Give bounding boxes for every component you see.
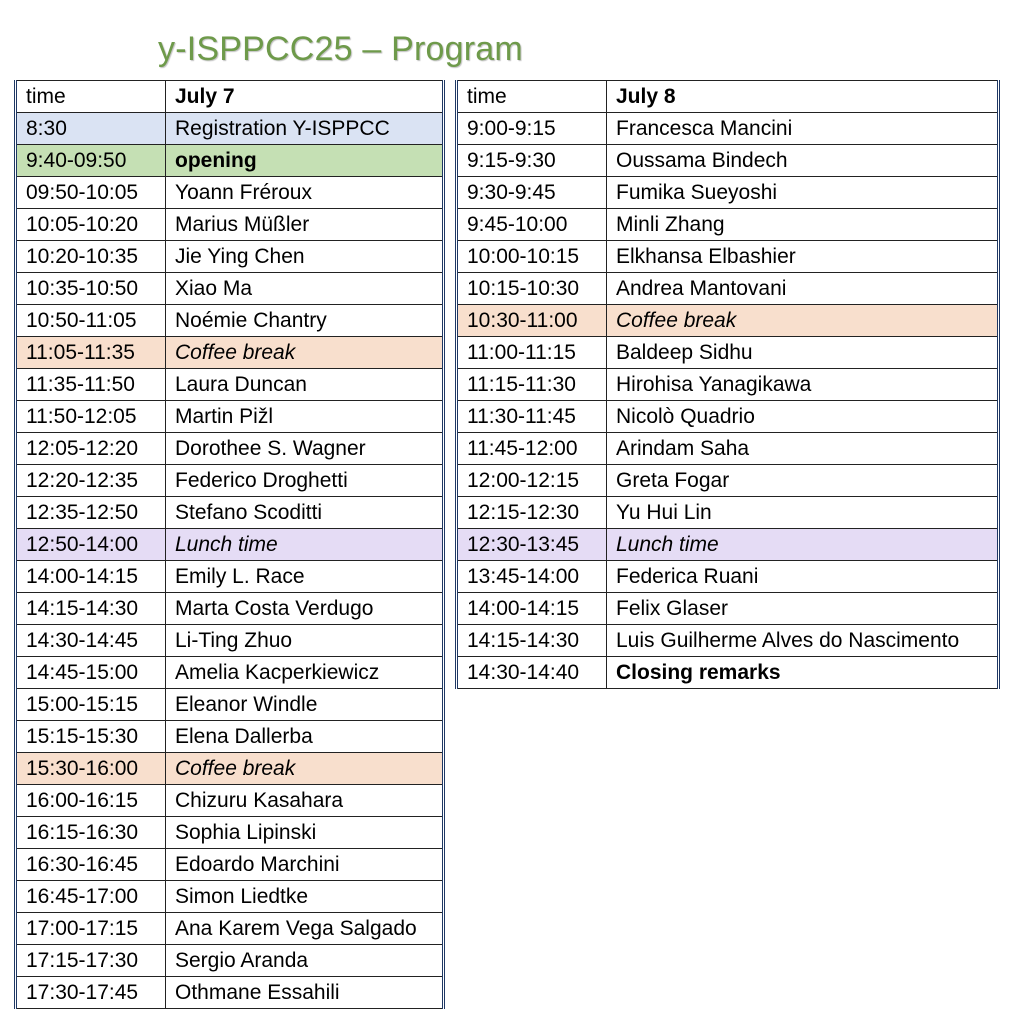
- schedule-row: [16, 913, 444, 945]
- time-slot: 10:20-10:35: [16, 241, 166, 273]
- schedule-table-july-8: [455, 80, 1000, 689]
- time-slot: 15:00-15:15: [16, 689, 166, 721]
- speaker-name: Emily L. Race: [166, 561, 444, 593]
- time-slot: 15:15-15:30: [16, 721, 166, 753]
- schedule-row: [457, 369, 999, 401]
- speaker-name: Edoardo Marchini: [166, 849, 444, 881]
- time-slot: 14:00-14:15: [16, 561, 166, 593]
- time-slot: 14:45-15:00: [16, 657, 166, 689]
- time-slot: 8:30: [16, 113, 166, 145]
- speaker-name: Sergio Aranda: [166, 945, 444, 977]
- schedule-row: [457, 561, 999, 593]
- event-label: Registration Y-ISPPCC: [166, 113, 444, 145]
- time-slot: 9:30-9:45: [457, 177, 607, 209]
- time-slot: 11:30-11:45: [457, 401, 607, 433]
- schedule-row: [16, 753, 444, 785]
- time-slot: 17:00-17:15: [16, 913, 166, 945]
- speaker-name: Yoann Fréroux: [166, 177, 444, 209]
- speaker-name: Jie Ying Chen: [166, 241, 444, 273]
- speaker-name: Simon Liedtke: [166, 881, 444, 913]
- page-title: y-ISPPCC25 – Program: [158, 30, 523, 68]
- event-label: Lunch time: [607, 529, 999, 561]
- speaker-name: Baldeep Sidhu: [607, 337, 999, 369]
- time-slot: 12:15-12:30: [457, 497, 607, 529]
- time-slot: 12:30-13:45: [457, 529, 607, 561]
- time-slot: 14:00-14:15: [457, 593, 607, 625]
- schedule-row: [457, 337, 999, 369]
- schedule-row: [457, 113, 999, 145]
- time-slot: 14:30-14:45: [16, 625, 166, 657]
- speaker-name: Arindam Saha: [607, 433, 999, 465]
- schedule-row: [457, 273, 999, 305]
- time-slot: 12:00-12:15: [457, 465, 607, 497]
- time-slot: 11:45-12:00: [457, 433, 607, 465]
- time-slot: 13:45-14:00: [457, 561, 607, 593]
- time-slot: 16:30-16:45: [16, 849, 166, 881]
- speaker-name: Stefano Scoditti: [166, 497, 444, 529]
- speaker-name: Felix Glaser: [607, 593, 999, 625]
- speaker-name: Hirohisa Yanagikawa: [607, 369, 999, 401]
- schedule-row: [16, 849, 444, 881]
- schedule-row: [457, 433, 999, 465]
- schedule-row: [457, 401, 999, 433]
- time-slot: 11:50-12:05: [16, 401, 166, 433]
- table-header-row: [16, 81, 444, 113]
- time-slot: 10:35-10:50: [16, 273, 166, 305]
- speaker-name: Federico Droghetti: [166, 465, 444, 497]
- speaker-name: Francesca Mancini: [607, 113, 999, 145]
- schedule-row: [457, 241, 999, 273]
- speaker-name: Dorothee S. Wagner: [166, 433, 444, 465]
- schedule-table-july-7: [14, 80, 445, 1009]
- time-slot: 12:05-12:20: [16, 433, 166, 465]
- event-label: Closing remarks: [607, 657, 999, 689]
- time-slot: 17:30-17:45: [16, 977, 166, 1009]
- schedule-row: [16, 689, 444, 721]
- time-slot: 17:15-17:30: [16, 945, 166, 977]
- time-slot: 12:20-12:35: [16, 465, 166, 497]
- schedule-row: [16, 401, 444, 433]
- time-slot: 9:45-10:00: [457, 209, 607, 241]
- speaker-name: Elkhansa Elbashier: [607, 241, 999, 273]
- speaker-name: Luis Guilherme Alves do Nascimento: [607, 625, 999, 657]
- schedule-row: [457, 529, 999, 561]
- schedule-row: [457, 625, 999, 657]
- time-slot: 14:30-14:40: [457, 657, 607, 689]
- schedule-row: [16, 113, 444, 145]
- speaker-name: Elena Dallerba: [166, 721, 444, 753]
- speaker-name: Marta Costa Verdugo: [166, 593, 444, 625]
- speaker-name: Greta Fogar: [607, 465, 999, 497]
- speaker-name: Oussama Bindech: [607, 145, 999, 177]
- time-slot: 11:15-11:30: [457, 369, 607, 401]
- speaker-name: Ana Karem Vega Salgado: [166, 913, 444, 945]
- schedule-row: [16, 977, 444, 1009]
- schedule-row: [16, 337, 444, 369]
- header-day: July 8: [607, 81, 999, 113]
- time-slot: 12:50-14:00: [16, 529, 166, 561]
- time-slot: 16:45-17:00: [16, 881, 166, 913]
- schedule-row: [457, 209, 999, 241]
- time-slot: 12:35-12:50: [16, 497, 166, 529]
- time-slot: 11:05-11:35: [16, 337, 166, 369]
- schedule-row: [16, 945, 444, 977]
- speaker-name: Andrea Mantovani: [607, 273, 999, 305]
- table-header-row: [457, 81, 999, 113]
- time-slot: 10:05-10:20: [16, 209, 166, 241]
- schedule-row: [457, 657, 999, 689]
- time-slot: 15:30-16:00: [16, 753, 166, 785]
- schedule-row: [16, 177, 444, 209]
- time-slot: 10:50-11:05: [16, 305, 166, 337]
- speaker-name: Li-Ting Zhuo: [166, 625, 444, 657]
- schedule-row: [457, 305, 999, 337]
- header-time: time: [16, 81, 166, 113]
- time-slot: 9:15-9:30: [457, 145, 607, 177]
- schedule-row: [16, 529, 444, 561]
- schedule-row: [16, 433, 444, 465]
- schedule-row: [16, 561, 444, 593]
- time-slot: 11:00-11:15: [457, 337, 607, 369]
- header-time: time: [457, 81, 607, 113]
- time-slot: 9:40-09:50: [16, 145, 166, 177]
- schedule-row: [16, 145, 444, 177]
- speaker-name: Amelia Kacperkiewicz: [166, 657, 444, 689]
- speaker-name: Eleanor Windle: [166, 689, 444, 721]
- time-slot: 14:15-14:30: [457, 625, 607, 657]
- schedule-row: [16, 497, 444, 529]
- schedule-row: [457, 497, 999, 529]
- schedule-row: [457, 593, 999, 625]
- time-slot: 16:15-16:30: [16, 817, 166, 849]
- event-label: Coffee break: [166, 337, 444, 369]
- schedule-row: [16, 881, 444, 913]
- schedule-row: [16, 305, 444, 337]
- header-day: July 7: [166, 81, 444, 113]
- speaker-name: Xiao Ma: [166, 273, 444, 305]
- speaker-name: Noémie Chantry: [166, 305, 444, 337]
- event-label: Lunch time: [166, 529, 444, 561]
- schedule-row: [16, 465, 444, 497]
- speaker-name: Laura Duncan: [166, 369, 444, 401]
- time-slot: 09:50-10:05: [16, 177, 166, 209]
- schedule-row: [16, 817, 444, 849]
- schedule-row: [16, 785, 444, 817]
- event-label: opening: [166, 145, 444, 177]
- time-slot: 10:30-11:00: [457, 305, 607, 337]
- time-slot: 10:00-10:15: [457, 241, 607, 273]
- schedule-row: [16, 721, 444, 753]
- time-slot: 9:00-9:15: [457, 113, 607, 145]
- event-label: Coffee break: [607, 305, 999, 337]
- schedule-row: [16, 369, 444, 401]
- schedule-row: [16, 273, 444, 305]
- time-slot: 10:15-10:30: [457, 273, 607, 305]
- schedule-row: [457, 145, 999, 177]
- event-label: Coffee break: [166, 753, 444, 785]
- time-slot: 11:35-11:50: [16, 369, 166, 401]
- speaker-name: Fumika Sueyoshi: [607, 177, 999, 209]
- time-slot: 16:00-16:15: [16, 785, 166, 817]
- schedule-row: [16, 209, 444, 241]
- speaker-name: Marius Müßler: [166, 209, 444, 241]
- schedule-row: [16, 625, 444, 657]
- speaker-name: Nicolò Quadrio: [607, 401, 999, 433]
- speaker-name: Federica Ruani: [607, 561, 999, 593]
- schedule-row: [16, 593, 444, 625]
- time-slot: 14:15-14:30: [16, 593, 166, 625]
- schedule-row: [457, 465, 999, 497]
- speaker-name: Martin Pižl: [166, 401, 444, 433]
- speaker-name: Chizuru Kasahara: [166, 785, 444, 817]
- speaker-name: Othmane Essahili: [166, 977, 444, 1009]
- speaker-name: Minli Zhang: [607, 209, 999, 241]
- schedule-row: [457, 177, 999, 209]
- speaker-name: Yu Hui Lin: [607, 497, 999, 529]
- schedule-row: [16, 657, 444, 689]
- speaker-name: Sophia Lipinski: [166, 817, 444, 849]
- schedule-row: [16, 241, 444, 273]
